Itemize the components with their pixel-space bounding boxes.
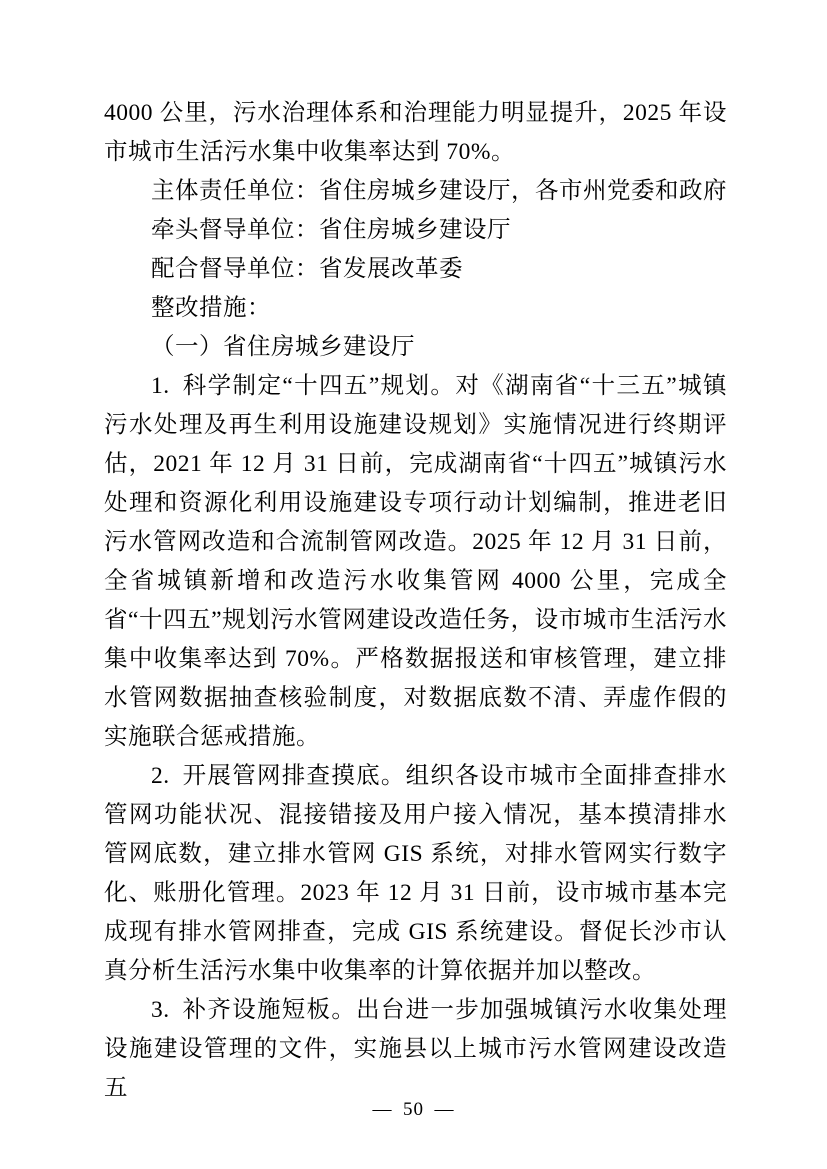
measure-3-paragraph: 3. 补齐设施短板。出台进一步加强城镇污水收集处理设施建设管理的文件，实施县以上城市污水管网建设改造五: [104, 997, 727, 1101]
rectification-measures-heading: 整改措施：: [151, 295, 271, 321]
paragraph-continuation: 4000 公里，污水治理体系和治理能力明显提升，2025 年设市城市生活污水集中收集率达到 70%。: [104, 100, 727, 165]
responsible-unit-line: 主体责任单位：省住房城乡建设厅，各市州党委和政府: [151, 178, 727, 204]
cooperating-supervision-unit-line: 配合督导单位：省发展改革委: [151, 256, 463, 282]
document-body: [104, 94, 727, 1108]
lead-supervision-unit-line: 牵头督导单位：省住房城乡建设厅: [151, 217, 511, 243]
page-footer: [0, 1099, 827, 1121]
measure-1-paragraph: 1. 科学制定“十四五”规划。对《湖南省“十三五”城镇污水处理及再生利用设施建设规划》实施情况进行终期评估，2021 年 12 月 31 日前，完成湖南省“十四五”城镇污水处理和资源化利用设施建设专项行动计划编制，推进老旧污水管网改造和合流制管网改造。2025 年 12 月 31 日前，全省城镇新增和改造污水收集管网 4000 公里，完成全省“十四五”规划污水管网建设改造任务，设市城市生活污水集中收集率达到 70%。严格数据报送和审核管理，建立排水管网数据抽查核验制度，对数据底数不清、弄虚作假的实施联合惩戒措施。: [104, 373, 727, 750]
measure-2-paragraph: 2. 开展管网排查摸底。组织各设市城市全面排查排水管网功能状况、混接错接及用户接入情况，基本摸清排水管网底数，建立排水管网 GIS 系统，对排水管网实行数字化、账册化管理。2023 年 12 月 31 日前，设市城市基本完成现有排水管网排查，完成 GIS 系统建设。督促长沙市认真分析生活污水集中收集率的计算依据并加以整改。: [104, 763, 727, 984]
page-number: — 50 —: [372, 1099, 455, 1120]
section-one-heading: （一）省住房城乡建设厅: [151, 334, 415, 360]
